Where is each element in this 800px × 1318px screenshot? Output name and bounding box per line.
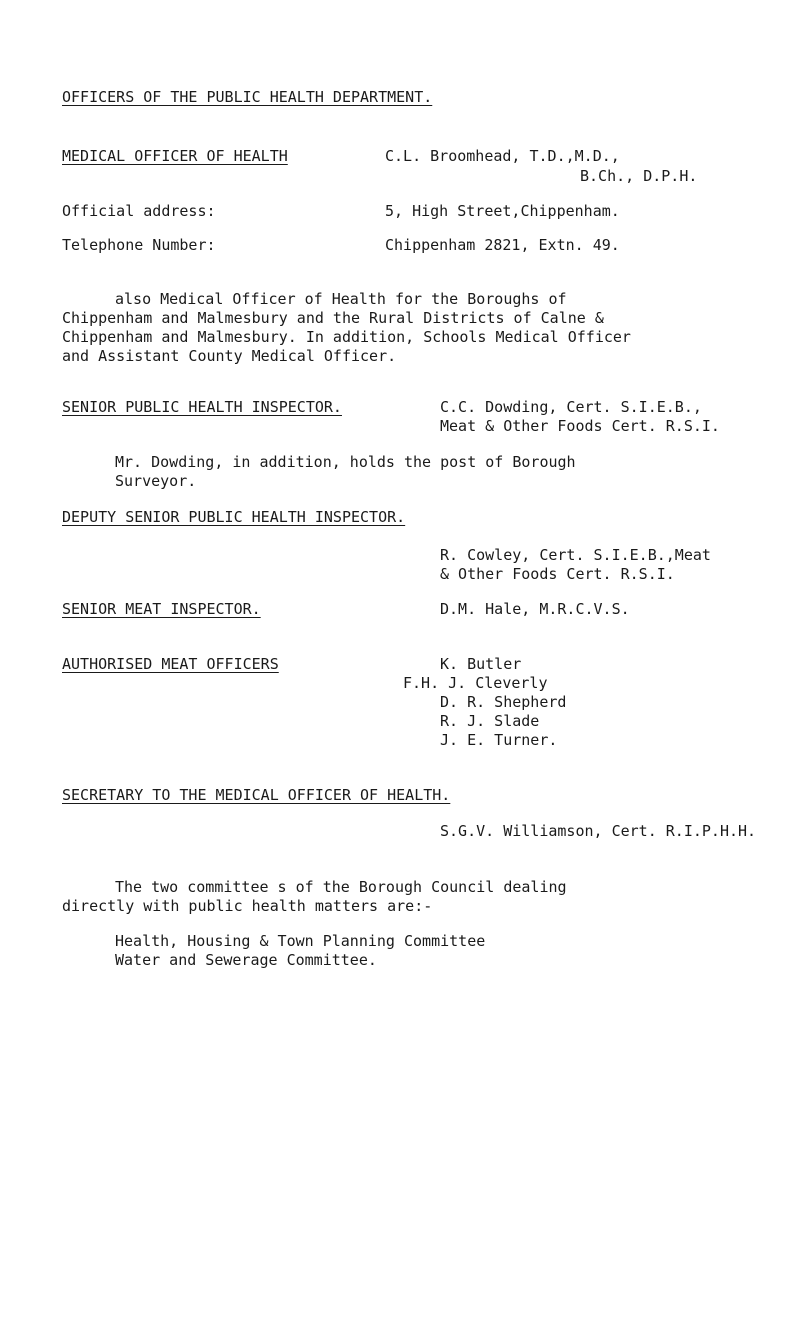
moh-also-line4: and Assistant County Medical Officer.: [62, 347, 397, 365]
officer-slade: R. J. Slade: [440, 712, 540, 730]
secretary-name: S.G.V. Williamson, Cert. R.I.P.H.H.: [440, 822, 757, 840]
moh-name-line2: B.Ch., D.P.H.: [580, 167, 698, 185]
senior-phi-note-line1: Mr. Dowding, in addition, holds the post of Borough: [115, 453, 576, 471]
page-title: OFFICERS OF THE PUBLIC HEALTH DEPARTMENT.: [62, 88, 433, 106]
senior-meat-name: D.M. Hale, M.R.C.V.S.: [440, 600, 630, 618]
senior-phi-heading: SENIOR PUBLIC HEALTH INSPECTOR.: [62, 398, 342, 416]
officer-shepherd: D. R. Shepherd: [440, 693, 567, 711]
committees-intro-line1: The two committee s of the Borough Council dealing: [115, 878, 567, 896]
deputy-phi-heading: DEPUTY SENIOR PUBLIC HEALTH INSPECTOR.: [62, 508, 406, 526]
senior-phi-note-line2: Surveyor.: [115, 472, 197, 490]
officer-cleverly: F.H. J. Cleverly: [403, 674, 548, 692]
authorised-meat-heading: AUTHORISED MEAT OFFICERS: [62, 655, 279, 673]
address-value: 5, High Street,Chippenham.: [385, 202, 620, 220]
moh-also-line1: also Medical Officer of Health for the Boroughs of: [115, 290, 567, 308]
officer-turner: J. E. Turner.: [440, 731, 558, 749]
phone-value: Chippenham 2821, Extn. 49.: [385, 236, 620, 254]
committee-item: Health, Housing & Town Planning Committee: [115, 932, 486, 950]
committee-item: Water and Sewerage Committee.: [115, 951, 377, 969]
deputy-phi-name-line1: R. Cowley, Cert. S.I.E.B.,Meat: [440, 546, 711, 564]
senior-meat-heading: SENIOR MEAT INSPECTOR.: [62, 600, 261, 618]
moh-also-line2: Chippenham and Malmesbury and the Rural Districts of Calne &: [62, 309, 604, 327]
secretary-heading: SECRETARY TO THE MEDICAL OFFICER OF HEALTH.: [62, 786, 451, 804]
deputy-phi-name-line2: & Other Foods Cert. R.S.I.: [440, 565, 675, 583]
moh-heading: MEDICAL OFFICER OF HEALTH: [62, 147, 288, 165]
moh-name-line1: C.L. Broomhead, T.D.,M.D.,: [385, 147, 620, 165]
moh-also-line3: Chippenham and Malmesbury. In addition, Schools Medical Officer: [62, 328, 631, 346]
officer-butler: K. Butler: [440, 655, 522, 673]
committees-intro-line2: directly with public health matters are:-: [62, 897, 433, 915]
address-label: Official address:: [62, 202, 216, 220]
phone-label: Telephone Number:: [62, 236, 216, 254]
senior-phi-name-line1: C.C. Dowding, Cert. S.I.E.B.,: [440, 398, 702, 416]
senior-phi-name-line2: Meat & Other Foods Cert. R.S.I.: [440, 417, 720, 435]
